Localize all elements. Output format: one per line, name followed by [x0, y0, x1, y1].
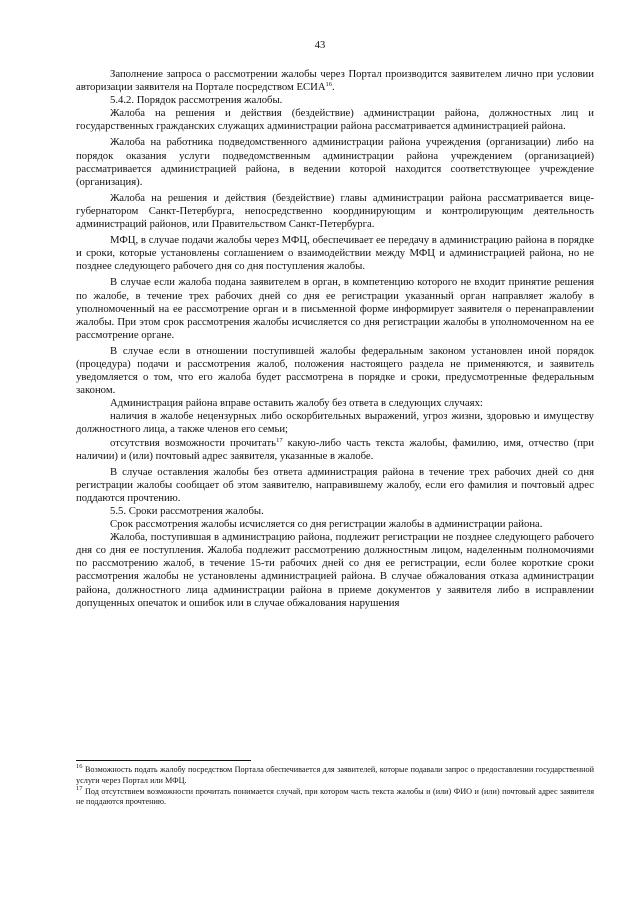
- paragraph: В случае оставления жалобы без ответа администрация района в течение трех рабочих дней со дня регистрации жалобы сообщает об этом заявителю, направившему жалобу, если его фамилия и почтовый адрес поддаются прочтению.: [76, 465, 594, 504]
- paragraph: Жалоба на решения и действия (бездействие) администрации района, должностных лиц и государственных гражданских служащих администрации района рассматривается администрацией района.: [76, 107, 594, 133]
- paragraph: Срок рассмотрения жалобы исчисляется со дня регистрации жалобы в администрации района.: [110, 518, 543, 531]
- section-heading: 5.4.2. Порядок рассмотрения жалобы.: [110, 94, 283, 107]
- footnote: $^{17}$ Под отсутствием возможности прочитать понимается случай, при котором часть текста жалобы и (или) ФИО и (или) почтовый адрес заявителя не поддаются прочтению.: [76, 784, 594, 807]
- list-item: наличия в жалобе нецензурных либо оскорбительных выражений, угроз жизни, здоровью и имуществу должностного лица, а также членов его семьи;: [76, 410, 594, 436]
- paragraph: Заполнение запроса о рассмотрении жалобы через Портал производится заявителем лично при условии авторизации заявителя на Портале посредством ЕСИА$^{16}$.: [76, 68, 594, 94]
- body-text: [76, 68, 594, 610]
- footnote-ref: 17: [276, 436, 283, 444]
- list-item: отсутствия возможности прочитать$^{17}$ какую-либо часть текста жалобы, фамилию, имя, отчество (при наличии) и (или) почтовый адрес заявителя, указанные в жалобе.: [76, 436, 594, 462]
- footnote-mark: 16: [76, 763, 83, 770]
- footnote-divider: [76, 760, 251, 761]
- section-heading: 5.5. Сроки рассмотрения жалобы.: [110, 505, 264, 517]
- paragraph: В случае если жалоба подана заявителем в орган, в компетенцию которого не входит принятие решения по жалобе, в течение трех рабочих дней со дня ее регистрации указанный орган направляет жалобу в уполномоченный на ее рассмотрение орган и в письменной форме информирует заявителя о перенаправлении жалобы. При этом срок рассмотрения жалобы исчисляется со дня регистрации жалобы в уполномоченном на ее рассмотрение органе.: [76, 276, 594, 341]
- footnotes: [76, 765, 594, 808]
- paragraph: Жалоба на решения и действия (бездействие) главы администрации района рассматривается вице-губернатором Санкт-Петербурга, непосредственно координирующим и контролирующим деятельность администраций районов, или Правительством Санкт-Петербурга.: [76, 191, 594, 231]
- paragraph: Администрация района вправе оставить жалобу без ответа в следующих случаях:: [110, 397, 483, 410]
- paragraph: Жалоба на работника подведомственного администрации района учреждения (организации) либо на порядок оказания услуги подведомственным администрации района учреждением (организацией) рассматривается администрацией района, в ведении которой находится соответствующее учреждение (организация).: [76, 136, 594, 188]
- footnote: $^{16}$ Возможность подать жалобу посредством Портала обеспечивается для заявителей, которые подавали запрос о предоставлении государственной услуги через Портал или МФЦ.: [76, 763, 594, 785]
- page-number: 43: [314, 40, 326, 51]
- paragraph: МФЦ, в случае подачи жалобы через МФЦ, обеспечивает ее передачу в администрацию района в порядке и сроки, которые установлены соглашением о взаимодействии между МФЦ и администрацией района, но не позднее следующего рабочего дня со дня поступления жалобы.: [76, 234, 594, 273]
- footnote-ref: 16: [325, 81, 333, 89]
- footnote-mark: 17: [76, 784, 83, 792]
- paragraph: Жалоба, поступившая в администрацию района, подлежит регистрации не позднее следующего рабочего дня со дня ее поступления. Жалоба подлежит рассмотрению должностным лицом, наделенным полномочиями по рассмотрению жалоб, в течение 15-ти рабочих дней со дня ее регистрации, если более короткие сроки рассмотрения жалобы не установлены администрацией района. В случае обжалования отказа администрации района, должностного лица администрации района в приеме документов у заявителя либо в исправлении допущенных опечаток и ошибок или в случае обжалования нарушения: [76, 531, 594, 609]
- paragraph: В случае если в отношении поступившей жалобы федеральным законом установлен иной порядок (процедура) подачи и рассмотрения жалоб, положения настоящего раздела не применяются, и заявитель уведомляется о том, что его жалоба будет рассмотрена в порядке и сроки, предусмотренные федеральным законом.: [76, 344, 594, 397]
